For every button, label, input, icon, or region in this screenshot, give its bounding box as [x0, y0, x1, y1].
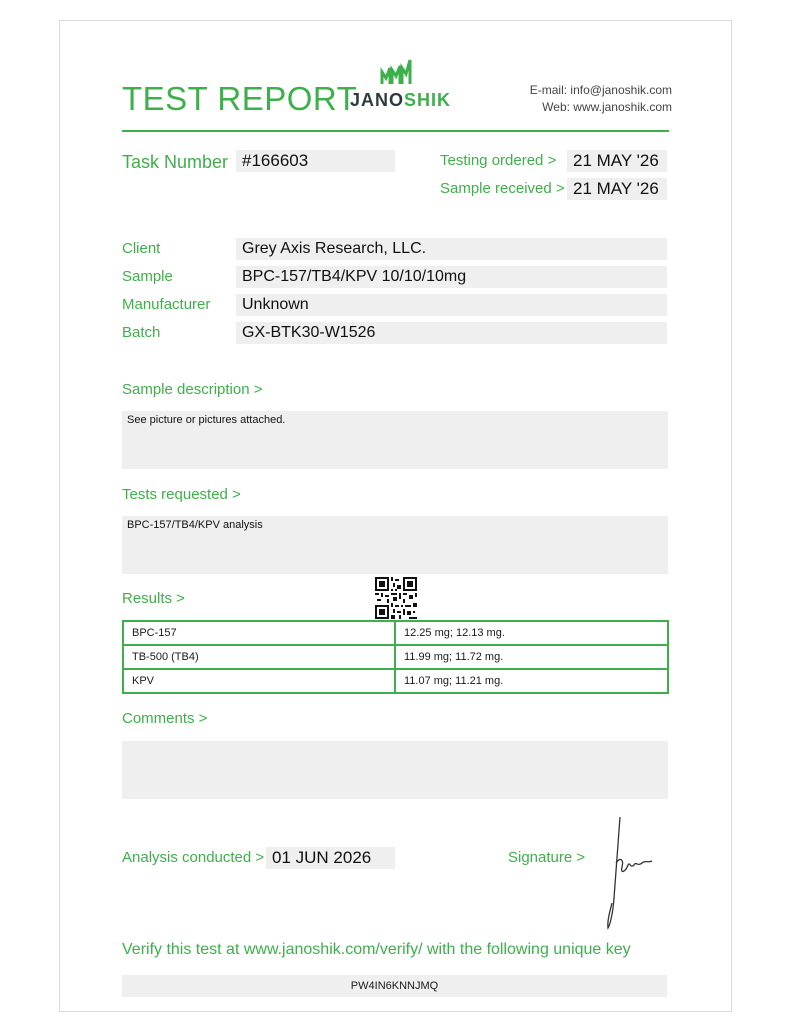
- result-compound: TB-500 (TB4): [123, 645, 395, 669]
- header-divider: [122, 130, 669, 132]
- task-number-label: Task Number: [122, 152, 229, 172]
- testing-ordered-value: 21 MAY '26: [567, 150, 667, 172]
- tests-requested-label: Tests requested >: [122, 486, 241, 503]
- client-value: Grey Axis Research, LLC.: [236, 238, 667, 260]
- analysis-conducted-value: 01 JUN 2026: [266, 847, 395, 869]
- contact-web: Web: www.janoshik.com: [542, 100, 672, 114]
- result-compound: KPV: [123, 669, 395, 693]
- sample-received-value: 21 MAY '26: [567, 178, 667, 200]
- task-number-value: #166603: [236, 150, 395, 172]
- sample-received-label: Sample received >: [440, 180, 565, 197]
- sample-value: BPC-157/TB4/KPV 10/10/10mg: [236, 266, 667, 288]
- sample-description-box: See picture or pictures attached.: [122, 411, 668, 469]
- testing-ordered-label: Testing ordered >: [440, 152, 557, 169]
- comments-label: Comments >: [122, 710, 208, 727]
- contact-info: [530, 82, 672, 116]
- batch-label: Batch: [122, 324, 161, 341]
- table-row: [123, 645, 668, 669]
- signature-label: Signature >: [508, 849, 586, 866]
- sample-description-label: Sample description >: [122, 381, 263, 398]
- verification-key: PW4IN6KNNJMQ: [122, 975, 667, 997]
- result-value: 11.99 mg; 11.72 mg.: [395, 645, 668, 669]
- result-value: 11.07 mg; 11.21 mg.: [395, 669, 668, 693]
- analysis-conducted-label: Analysis conducted >: [122, 849, 265, 866]
- results-table: [122, 620, 669, 694]
- logo-wordmark: JANOSHIK: [350, 90, 452, 110]
- result-compound: BPC-157: [123, 621, 395, 645]
- verify-instructions: Verify this test at www.janoshik.com/verify/ with the following unique key: [122, 941, 631, 958]
- manufacturer-label: Manufacturer: [122, 296, 211, 313]
- signature-image: [598, 813, 658, 931]
- janoshik-logo: [350, 56, 450, 116]
- logo-chart-icon: [350, 56, 450, 90]
- report-title: TEST REPORT: [122, 80, 358, 117]
- result-value: 12.25 mg; 12.13 mg.: [395, 621, 668, 645]
- client-label: Client: [122, 240, 161, 257]
- sample-label: Sample: [122, 268, 173, 285]
- results-label: Results >: [122, 590, 185, 607]
- table-row: [123, 621, 668, 645]
- batch-value: GX-BTK30-W1526: [236, 322, 667, 344]
- manufacturer-value: Unknown: [236, 294, 667, 316]
- contact-email: E-mail: info@janoshik.com: [529, 83, 672, 97]
- qr-code-icon: [375, 577, 417, 619]
- table-row: [123, 669, 668, 693]
- comments-box: [122, 741, 668, 799]
- tests-requested-box: BPC-157/TB4/KPV analysis: [122, 516, 668, 574]
